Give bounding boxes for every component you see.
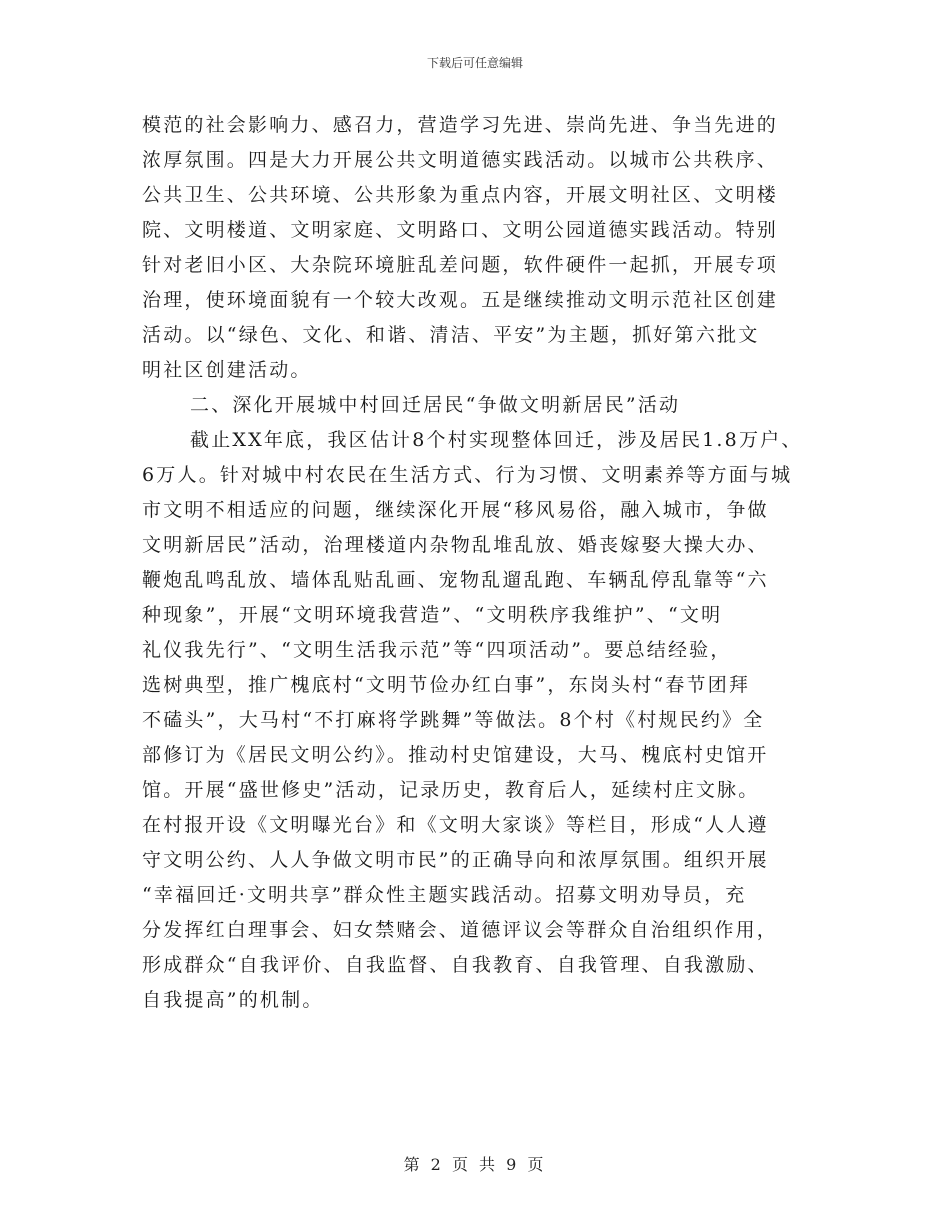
text-line: 文明新居民”活动，治理楼道内杂物乱堆乱放、婚丧嫁娶大操大办、 xyxy=(142,534,769,556)
page-header: 下载后可任意编辑 xyxy=(426,56,523,70)
text-line: 鞭炮乱鸣乱放、墙体乱贴乱画、宠物乱遛乱跑、车辆乱停乱靠等“六 xyxy=(142,569,769,591)
text-line: 市文明不相适应的问题，继续深化开展“移风易俗，融入城市，争做 xyxy=(142,499,769,521)
text-line: 在村报开设《文明曝光台》和《文明大家谈》等栏目，形成“人人遵 xyxy=(142,814,769,836)
text-line: 治理，使环境面貌有一个较大改观。五是继续推动文明示范社区创建 xyxy=(142,289,779,311)
text-line: 模范的社会影响力、感召力，营造学习先进、崇尚先进、争当先进的 xyxy=(142,114,779,136)
text-line: 种现象”，开展“文明环境我营造”、“文明秩序我维护”、“文明 xyxy=(142,604,723,626)
text-line: 分发挥红白理事会、妇女禁赌会、道德评议会等群众自治组织作用， xyxy=(142,919,779,941)
text-line: 选树典型，推广槐底村“文明节俭办红白事”，东岗头村“春节团拜 xyxy=(142,674,751,696)
text-line: 浓厚氛围。四是大力开展公共文明道德实践活动。以城市公共秩序、 xyxy=(142,149,779,171)
text-line: 馆。开展“盛世修史”活动，记录历史，教育后人，延续村庄文脉。 xyxy=(142,779,760,801)
paragraph-first-line: 截止XX年底，我区估计8个村实现整体回迁，涉及居民1.8万户、 xyxy=(190,429,803,451)
text-line: 院、文明楼道、文明家庭、文明路口、文明公园道德实践活动。特别 xyxy=(142,219,779,241)
text-line: 自我提高”的机制。 xyxy=(142,989,324,1011)
document-body xyxy=(142,108,810,1018)
text-line: 针对老旧小区、大杂院环境脏乱差问题，软件硬件一起抓，开展专项 xyxy=(142,254,779,276)
page-number-footer: 第 2 页 共 9 页 xyxy=(403,1155,547,1174)
text-line: 礼仪我先行”、“文明生活我示范”等“四项活动”。要总结经验， xyxy=(142,639,732,661)
text-line: 不磕头”，大马村“不打麻将学跳舞”等做法。8个村《村规民约》全 xyxy=(142,709,765,731)
text-line: 6万人。针对城中村农民在生活方式、行为习惯、文明素养等方面与城 xyxy=(142,464,793,486)
section-heading: 二、深化开展城中村回迁居民“争做文明新居民”活动 xyxy=(190,394,681,416)
text-line: 明社区创建活动。 xyxy=(142,359,312,381)
text-line: 守文明公约、人人争做文明市民”的正确导向和浓厚氛围。组织开展 xyxy=(142,849,769,871)
text-line: 活动。以“绿色、文化、和谐、清洁、平安”为主题，抓好第六批文 xyxy=(142,324,760,346)
text-line: 部修订为《居民文明公约》。推动村史馆建设，大马、槐底村史馆开 xyxy=(142,744,769,766)
text-line: 公共卫生、公共环境、公共形象为重点内容，开展文明社区、文明楼 xyxy=(142,184,779,206)
text-line: “幸福回迁·文明共享”群众性主题实践活动。招募文明劝导员，充 xyxy=(142,884,747,906)
text-line: 形成群众“自我评价、自我监督、自我教育、自我管理、自我激励、 xyxy=(142,954,769,976)
